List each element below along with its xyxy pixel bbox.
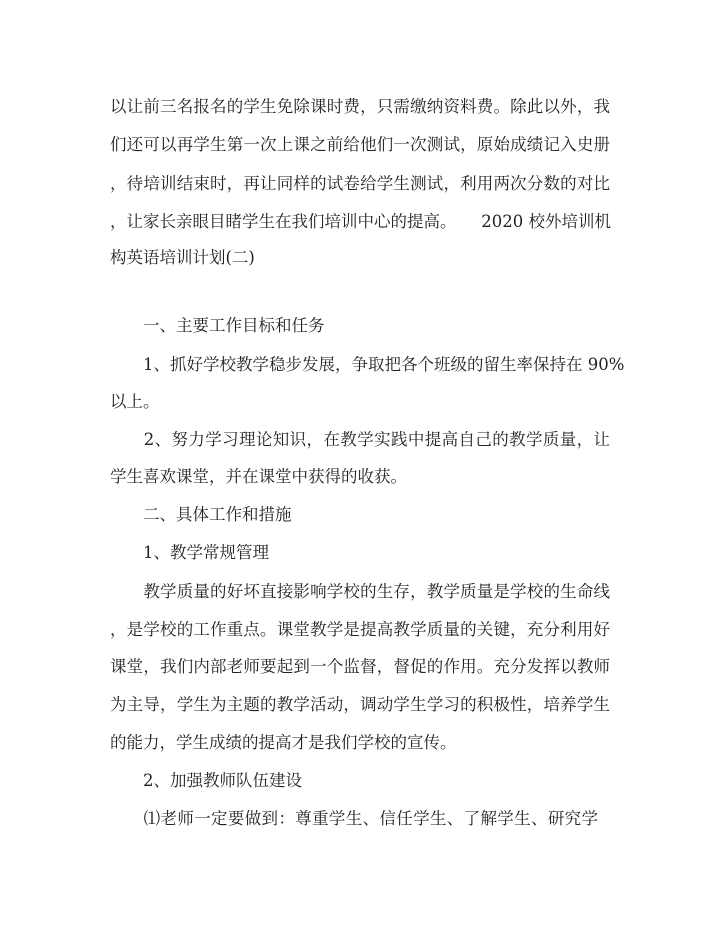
- text-line: 为主导，学生为主题的教学活动，调动学生学习的积极性，培养学生: [110, 695, 610, 714]
- text-line: ，是学校的工作重点。课堂教学是提高教学质量的关键，充分利用好: [110, 620, 610, 639]
- text-line: 们还可以再学生第一次上课之前给他们一次测试，原始成绩记入史册: [110, 135, 610, 154]
- text-line: 以让前三名报名的学生免除课时费，只需缴纳资料费。除此以外，我: [110, 97, 610, 116]
- text-line: 1、抓好学校教学稳步发展，争取把各个班级的留生率保持在 90%: [110, 355, 625, 374]
- text-line: 一、主要工作目标和任务: [110, 316, 325, 335]
- text-line: ⑴老师一定要做到：尊重学生、信任学生、了解学生、研究学: [110, 809, 598, 828]
- text-line: 学生喜欢课堂，并在课堂中获得的收获。: [110, 467, 407, 486]
- text-line: ，待培训结束时，再让同样的试卷给学生测试，利用两次分数的对比: [110, 174, 610, 193]
- text-line: 2、努力学习理论知识，在教学实践中提高自己的教学质量，让: [110, 430, 610, 449]
- text-line: 课堂，我们内部老师要起到一个监督，督促的作用。充分发挥以教师: [110, 657, 610, 676]
- text-line: 2、加强教师队伍建设: [110, 771, 302, 790]
- text-line: 教学质量的好坏直接影响学校的生存，教学质量是学校的生命线: [110, 582, 610, 601]
- text-line: 1、教学常规管理: [110, 543, 269, 562]
- text-line: 构英语培训计划(二): [110, 248, 255, 267]
- text-line: 以上。: [110, 392, 160, 411]
- text-line: ，让家长亲眼目睹学生在我们培训中心的提高。 2020 校外培训机: [110, 212, 611, 231]
- text-line: 的能力，学生成绩的提高才是我们学校的宣传。: [110, 733, 457, 752]
- text-line: 二、具体工作和措施: [110, 505, 292, 524]
